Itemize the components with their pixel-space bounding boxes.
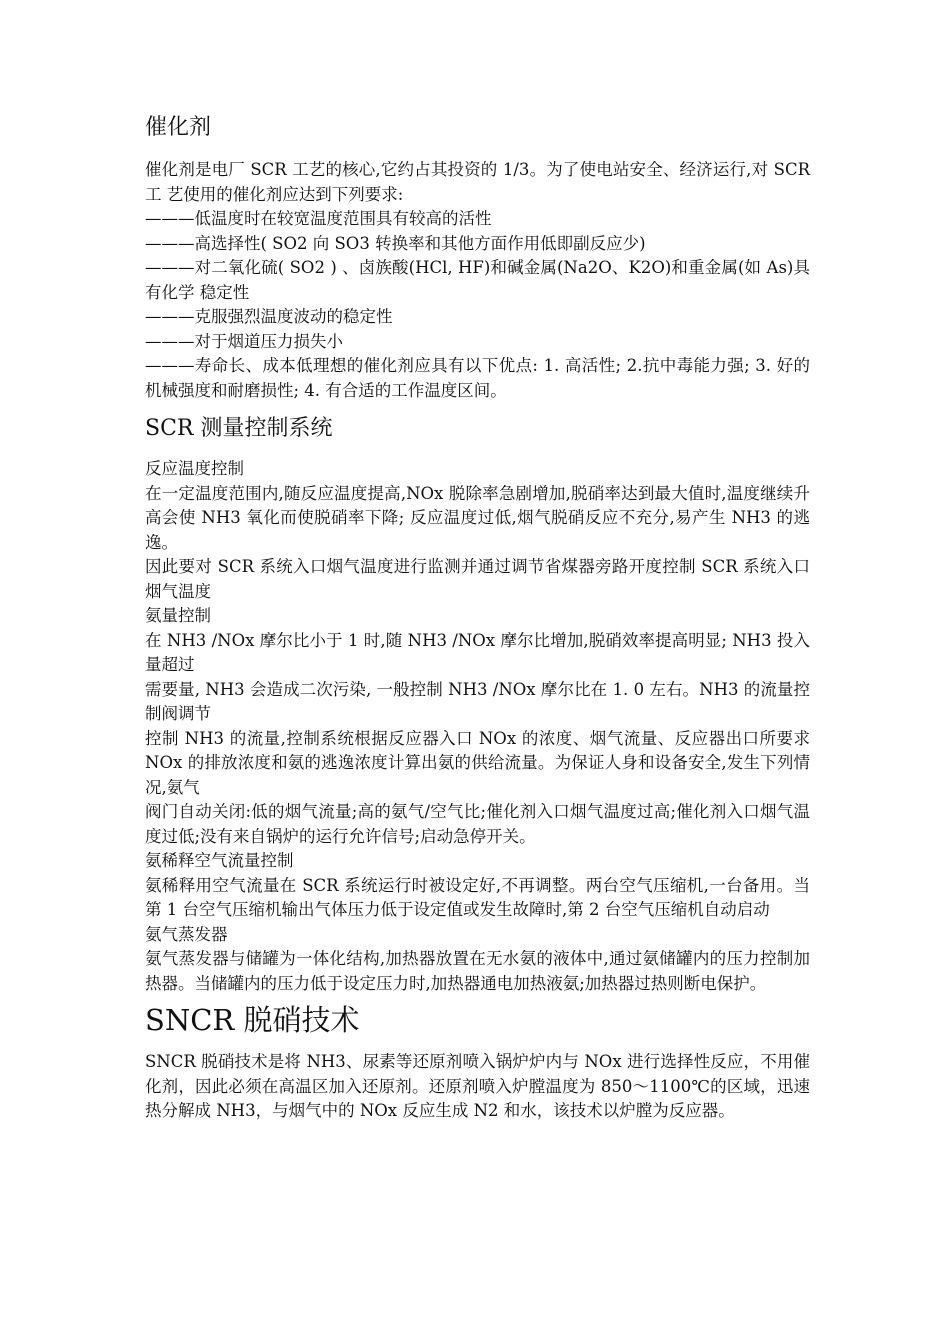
heading-catalyst: 催化剂 (145, 115, 212, 140)
ammonia-para-3: 控制 NH3 的流量,控制系统根据反应器入口 NOx 的浓度、烟气流量、反应器出口所要求 NOx 的排放浓度和氨的逃逸浓度计算出氨的供给流量。为保证人身和设备安全,发生下列情况,氨气 (145, 728, 810, 797)
heading-sncr: SNCR 脱硝技术 (145, 1003, 360, 1037)
catalyst-req-2: ———高选择性( SO2 向 SO3 转换率和其他方面作用低即副反应少) (145, 233, 646, 253)
document-page (145, 112, 810, 1124)
ammonia-para-1: 在 NH3 /NOx 摩尔比小于 1 时,随 NH3 /NOx 摩尔比增加,脱硝效率提高明显; NH3 投入量超过 (145, 630, 810, 674)
ammonia-para-4: 阀门自动关闭:低的烟气流量;高的氨气/空气比;催化剂入口烟气温度过高;催化剂入口烟气温度过低;没有来自锅炉的运行允许信号;启动急停开关。 (145, 802, 810, 846)
subheading-ammonia: 氨量控制 (145, 606, 211, 625)
catalyst-req-4: ———克服强烈温度波动的稳定性 (145, 307, 393, 326)
subheading-dilution-air: 氨稀释空气流量控制 (145, 851, 294, 870)
catalyst-req-1: ———低温度时在较宽温度范围具有较高的活性 (145, 209, 492, 228)
temperature-para-1: 在一定温度范围内,随反应温度提高,NOx 脱除率急剧增加,脱硝率达到最大值时,温度继续升高会使 NH3 氧化而使脱硝率下降; 反应温度过低,烟气脱硝反应不充分,易产生 NH3 的逃逸。 (145, 483, 810, 552)
subheading-evaporator: 氨气蒸发器 (145, 924, 228, 944)
catalyst-intro: 催化剂是电厂 SCR 工艺的核心,它约占其投资的 1/3。为了使电站安全、经济运行,对 SCR 工 艺使用的催化剂应达到下列要求: (145, 160, 810, 204)
heading-scr-control: SCR 测量控制系统 (145, 416, 333, 441)
temperature-para-2: 因此要对 SCR 系统入口烟气温度进行监测并通过调节省煤器旁路开度控制 SCR 系统入口烟气温度 (145, 557, 810, 601)
evaporator-para: 氨气蒸发器与储罐为一体化结构,加热器放置在无水氨的液体中,通过氨储罐内的压力控制加热器。当储罐内的压力低于设定压力时,加热器通电加热液氨;加热器过热则断电保护。 (145, 949, 810, 993)
ammonia-para-2: 需要量, NH3 会造成二次污染, 一般控制 NH3 /NOx 摩尔比在 1. 0 左右。NH3 的流量控制阀调节 (145, 679, 810, 723)
catalyst-req-3: ———对二氧化硫( SO2 ) 、卤族酸(HCl, HF)和碱金属(Na2O、K2O)和重金属(如 As)具有化学 稳定性 (145, 258, 810, 302)
catalyst-req-6: ———寿命长、成本低理想的催化剂应具有以下优点: 1. 高活性; 2.抗中毒能力强; 3. 好的机械强度和耐磨损性; 4. 有合适的工作温度区间。 (145, 356, 810, 400)
catalyst-req-5: ———对于烟道压力损失小 (145, 331, 343, 351)
dilution-air-para: 氨稀释用空气流量在 SCR 系统运行时被设定好,不再调整。两台空气压缩机,一台备用。当第 1 台空气压缩机输出气体压力低于设定值或发生故障时,第 2 台空气压缩机自动启动 (145, 875, 810, 919)
sncr-para: SNCR 脱硝技术是将 NH3、尿素等还原剂喷入锅炉炉内与 NOx 进行选择性反应，不用催化剂，因此必须在高温区加入还原剂。还原剂喷入炉膛温度为 850～1100℃的区域，迅速热分解成 NH3，与烟气中的 NOx 反应生成 N2 和水，该技术以炉膛为反应器。 (145, 1052, 810, 1120)
subheading-temperature: 反应温度控制 (145, 459, 244, 478)
